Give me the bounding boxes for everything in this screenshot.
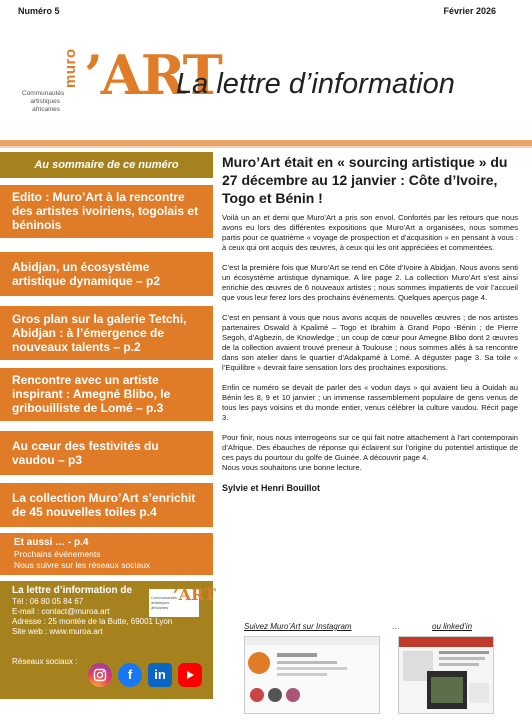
youtube-icon[interactable] bbox=[178, 663, 202, 687]
summary-item-collection[interactable]: La collection Muro’Art s’enrichit de 45 nouvelles toiles p.4 bbox=[0, 483, 213, 527]
muroart-logo bbox=[22, 43, 221, 128]
summary-item-abidjan[interactable]: Abidjan, un écosystème artistique dynamique – p2 bbox=[0, 252, 213, 296]
summary-item-edito[interactable]: Edito : Muro’Art à la rencontre des artistes ivoiriens, togolais et béninois bbox=[0, 185, 213, 238]
more-title: Et aussi … - p.4 bbox=[14, 537, 89, 548]
social-label: Réseaux sociaux : bbox=[12, 657, 78, 666]
contact-title: La lettre d’information de bbox=[12, 585, 133, 596]
follow-separator: … bbox=[392, 622, 400, 631]
summary-item-vaudou[interactable]: Au cœur des festivités du vaudou – p3 bbox=[0, 431, 213, 475]
summary-item-blibo[interactable]: Rencontre avec un artiste inspirant : Amegné Blibo, le gribouilliste de Lomé – p.3 bbox=[0, 368, 213, 421]
summary-sidebar bbox=[0, 152, 216, 720]
more-line-social: Nous suivre sur les réseaux sociaux bbox=[14, 560, 151, 570]
edito-article bbox=[222, 153, 518, 493]
mini-logo-art: ’ART bbox=[173, 585, 216, 604]
instagram-icon[interactable] bbox=[88, 663, 112, 687]
contact-box bbox=[0, 581, 216, 699]
logo-subtitle: Communautés artistiques africaines bbox=[22, 90, 65, 113]
facebook-icon[interactable]: f bbox=[118, 663, 142, 687]
logo-art: ’ART bbox=[84, 43, 221, 107]
summary-item-more[interactable] bbox=[0, 533, 213, 575]
summary-item-tetchi[interactable]: Gros plan sur la galerie Tetchi, Abidjan : à l’émergence de nouveaux talents – p.2 bbox=[0, 306, 213, 360]
follow-instagram-label[interactable]: Suivez Muro’Art sur Instagram bbox=[244, 622, 352, 631]
article-title: Muro’Art était en « sourcing artistique » du 27 décembre au 12 janvier : Côte d’Ivoire, Togo et Bénin ! bbox=[222, 154, 508, 206]
instagram-screenshot[interactable] bbox=[244, 636, 380, 714]
newsletter-title: La lettre d’information bbox=[176, 68, 455, 100]
mini-logo-subtitle: Communautés artistiques africaines bbox=[151, 595, 178, 610]
social-icons bbox=[88, 663, 202, 687]
contact-tel: Tél : 06 80 05 84 67 bbox=[12, 597, 84, 606]
mini-logo bbox=[149, 585, 216, 617]
contact-web[interactable]: Site web : www.muroa.art bbox=[12, 627, 103, 636]
issue-number: Numéro 5 bbox=[18, 6, 60, 16]
linkedin-icon[interactable]: in bbox=[148, 663, 172, 687]
article-paragraph: Voilà un an et demi que Muro’Art a pris son envol. Confortés par les retours que nous avons eu lors des différentes expositions que Muro’Art a organisées, nous sommes partis pour ce quatrième « voyage de prospection et d’acquisition » en pensant à vous : à ceux qui ont acquis des œuvres, à ceux qui les ont appréciées et commentées. bbox=[222, 213, 518, 252]
article-paragraph: Enfin ce numéro se devait de parler des « vodun days » qui avaient lieu à Ouidah au Bénin les 8, 9 et 10 janvier ; un immense rassemblement populaire de gens venus de tous les pays voisins et du monde entier, venus célébrer la culture vaudou. Récit page 3. bbox=[222, 383, 518, 422]
contact-address: Adresse : 25 montée de la Butte, 69001 Lyon bbox=[12, 617, 173, 626]
issue-date: Février 2026 bbox=[443, 6, 496, 16]
article-paragraph: Pour finir, nous nous interrogeons sur ce qui fait notre attachement à l’art contemporain d’Afrique. Des ébauches de réponse qui éclairent sur l’origine du potentiel artistique de ces pays du pourtour du golfe de Guinée. A découvrir page 4. Nous vous souhaitons une bonne lecture. bbox=[222, 433, 518, 472]
article-paragraph: C’est la première fois que Muro’Art se rend en Côte d’Ivoire à Abidjan. Nous avons senti un écosystème artistique dynamique. A lire page 2. La collection Muro’Art s’est ainsi enrichie des œuvres de 6 nouveaux artistes ; nous sommes impatients de voir l’accueil que vous leur ferez lors des prochains événements. Quelques aperçus page 4. bbox=[222, 263, 518, 302]
signature: Sylvie et Henri Bouillot bbox=[222, 483, 321, 493]
follow-linkedin-label[interactable]: ou linked’in bbox=[432, 622, 473, 631]
more-line-events: Prochains événements bbox=[14, 549, 101, 559]
header-divider-light bbox=[0, 146, 532, 148]
follow-section bbox=[222, 622, 518, 712]
linkedin-screenshot[interactable] bbox=[398, 636, 494, 714]
logo-word: muro bbox=[62, 48, 79, 88]
summary-title: Au sommaire de ce numéro bbox=[0, 152, 213, 178]
contact-email[interactable]: E-mail : contact@muroa.art bbox=[12, 607, 110, 616]
article-paragraph: C’est en pensant à vous que nous avons acquis de nouvelles œuvres ; de nos artistes partenaires Oswald à Kpalimé – Togo et Ibrahim à Grand Popo -Bénin ; de Pierre Segoh, d’Agbezin, de Knowledge ; un coup de cœur pour Amegne Blibo dont 2 œuvres de la collection avaient trouvé preneur à Toulouse ; nous sommes allés à sa rencontre dans son atelier dans le quartier d’Adakpamé à Lomé. A déguster page 3. Sa toile « l’Equilibre » devrait faire sensation lors des prochaines expositions. bbox=[222, 313, 518, 372]
